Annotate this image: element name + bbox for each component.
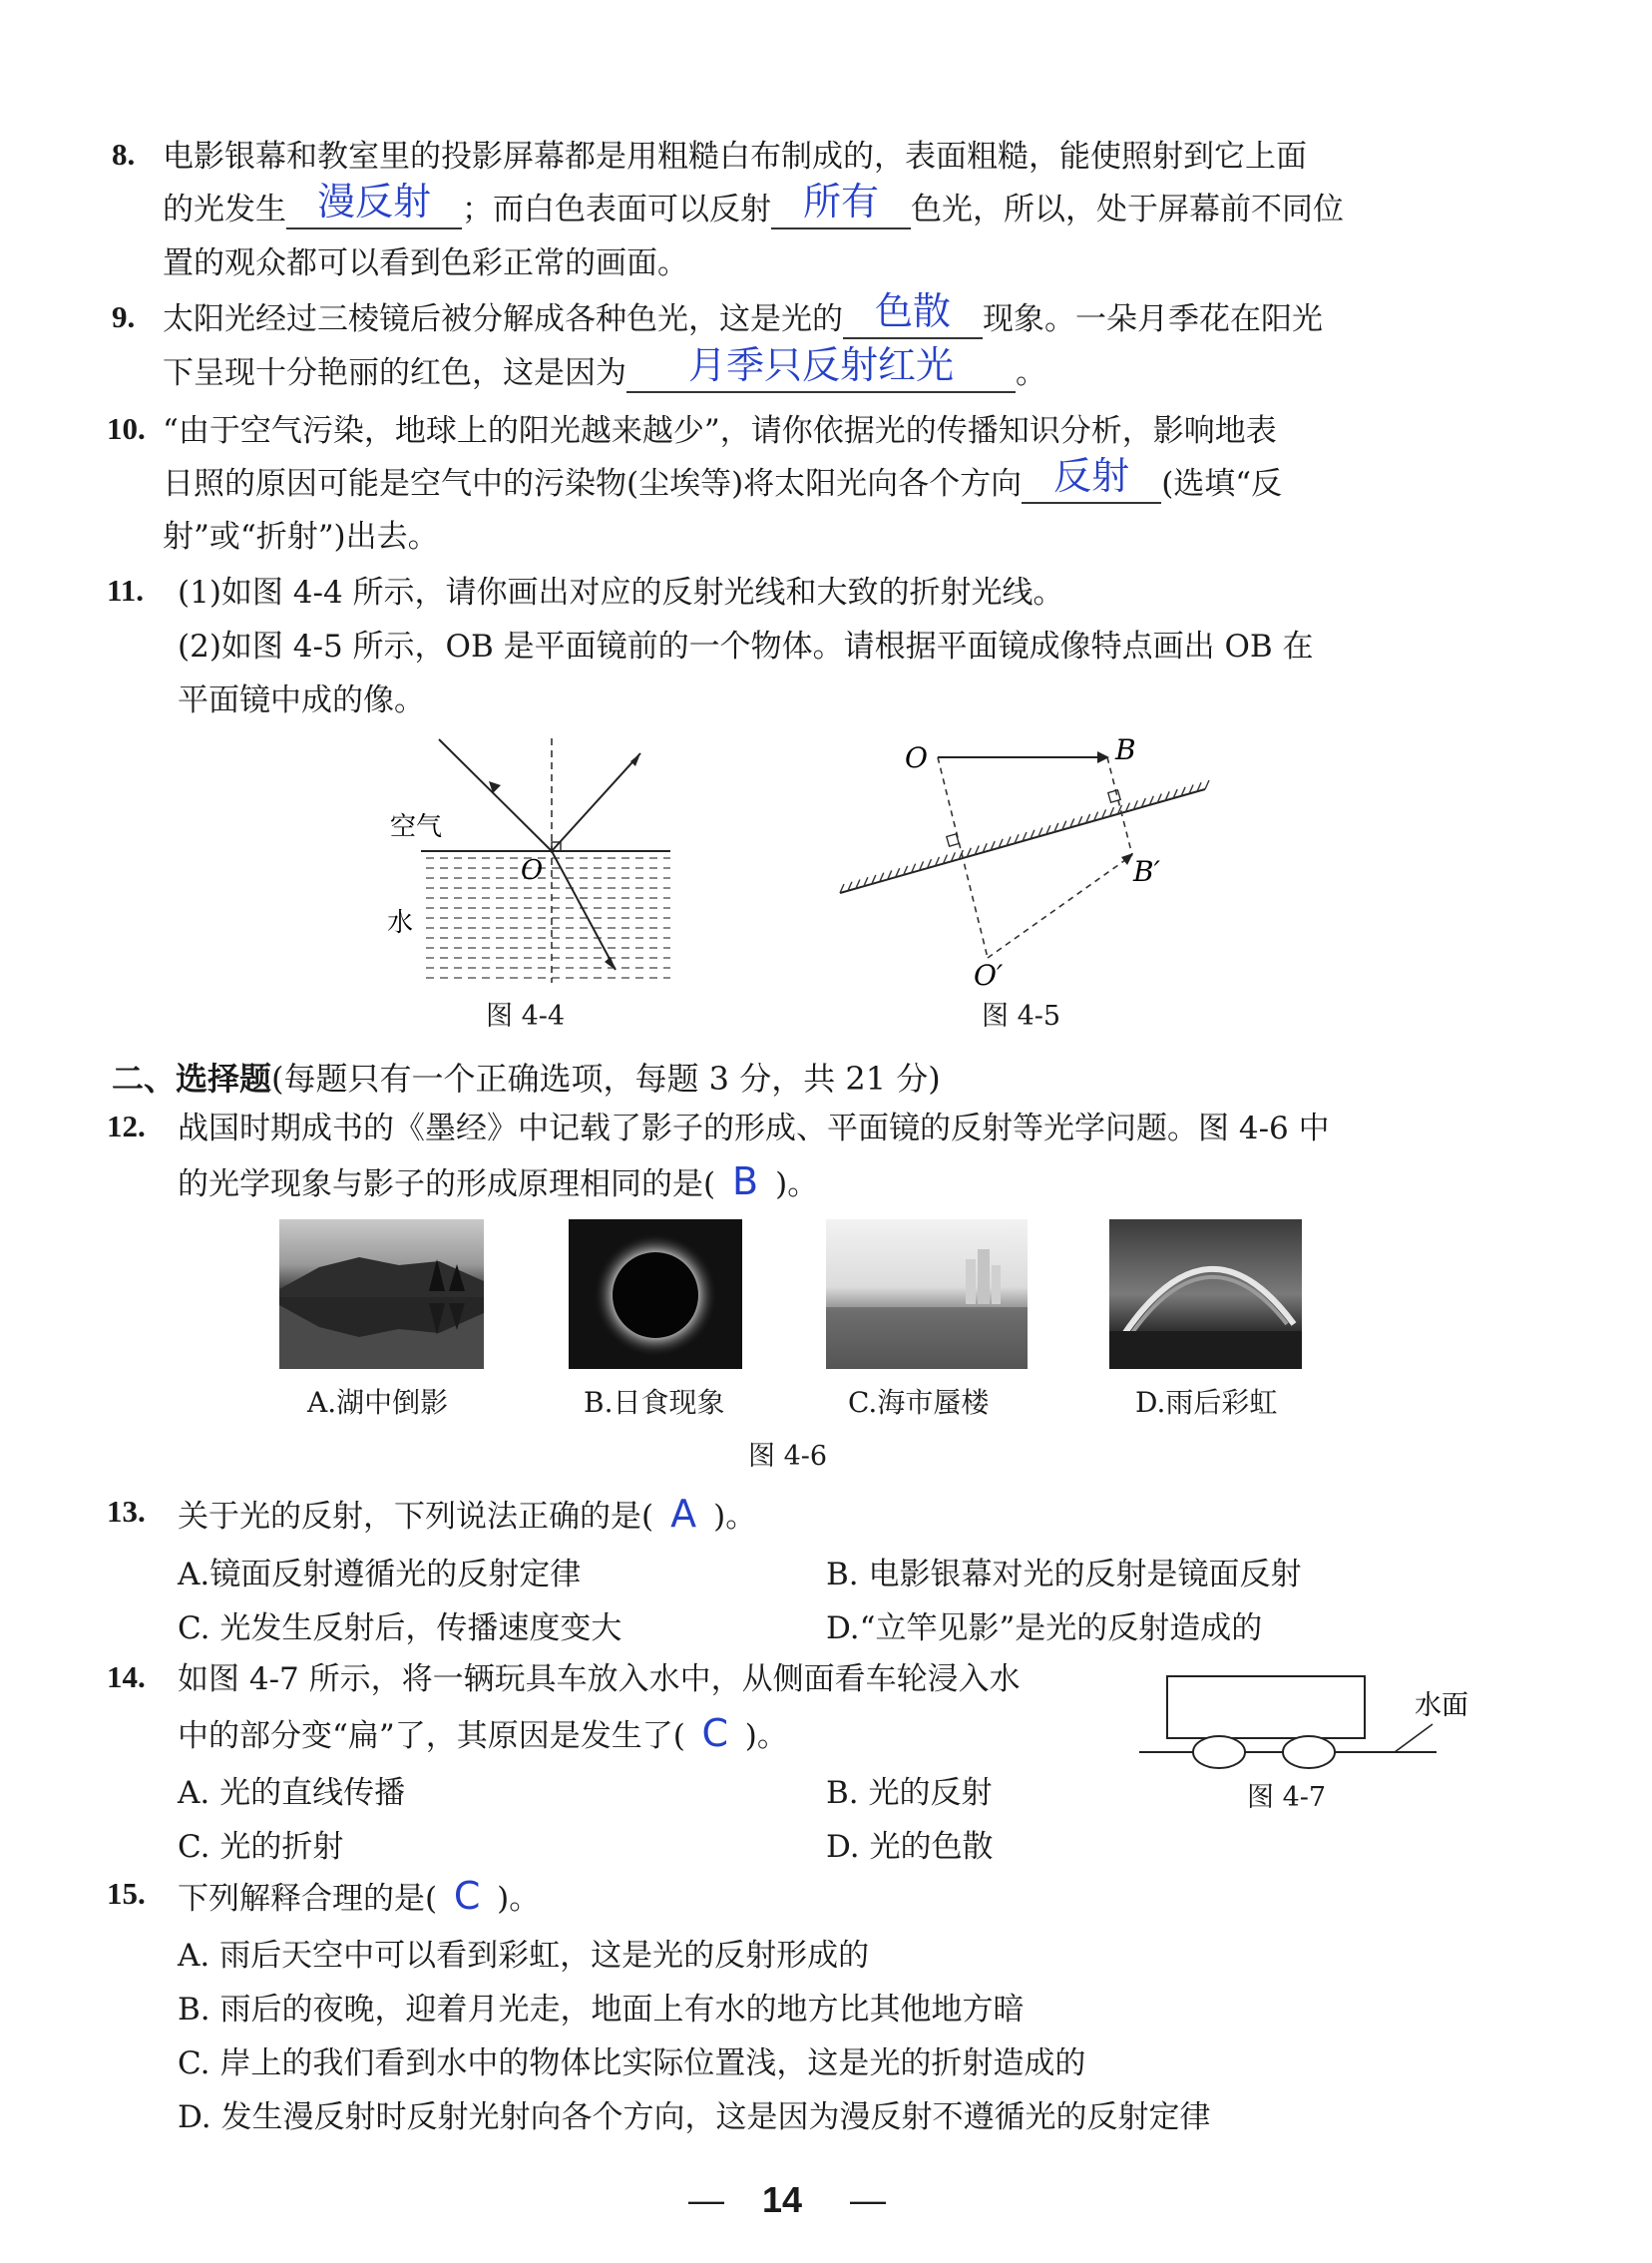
page-number: 14 [762, 2179, 803, 2220]
image-o2b2 [988, 855, 1132, 958]
q12-option-a[interactable]: A.湖中倒影 [307, 1386, 449, 1419]
section-title: 二、选择题(每题只有一个正确选项，每题 3 分，共 21 分) [112, 1060, 941, 1098]
mirage-photo [826, 1219, 1028, 1369]
q12-option-c[interactable]: C.海市蜃楼 [848, 1386, 990, 1419]
toy-car-body [1167, 1676, 1365, 1738]
q8-line1: 电影银幕和教室里的投影屏幕都是用粗糙白布制成的，表面粗糙，能使照射到它上面 [163, 139, 1307, 175]
q9-line2: 下呈现十分艳丽的红色，这是因为 月季只反射红光 。 [163, 343, 1046, 391]
q14-line2: 中的部分变“扁”了，其原因是发生了( C )。 [178, 1711, 788, 1755]
q11-line3: 平面镜中成的像。 [178, 682, 425, 718]
q13-answer: A [670, 1492, 697, 1536]
solar-eclipse-photo [569, 1219, 742, 1369]
q13-option-c[interactable]: C. 光发生反射后，传播速度变大 [178, 1610, 622, 1646]
q13-option-d[interactable]: D.“立竿见影”是光的反射造成的 [826, 1610, 1263, 1646]
right-angle-mark-1 [947, 834, 959, 846]
rear-wheel [1283, 1736, 1335, 1768]
q10-number: 10. [107, 411, 146, 446]
q12-number: 12. [107, 1109, 146, 1143]
figure-4-4-caption: 图 4-4 [486, 1001, 566, 1032]
figure-4-5 [828, 733, 1217, 993]
q9-answer1: 色散 [874, 289, 951, 333]
section-note: (每题只有一个正确选项，每题 3 分，共 21 分) [271, 1060, 941, 1098]
q9-line1: 太阳光经过三棱镜后被分解成各种色光，这是光的 色散 现象。一朵月季花在阳光 [163, 289, 1323, 337]
q10-line1: “由于空气污染，地球上的阳光越来越少”，请你依据光的传播知识分析，影响地表 [163, 413, 1277, 449]
water-label: 水 [387, 908, 414, 938]
q9-blank2 [626, 343, 1016, 393]
point-o-label: O [521, 855, 544, 886]
q14-option-b[interactable]: B. 光的反射 [826, 1775, 993, 1811]
page-dash-left: — [688, 2179, 724, 2220]
q15-option-d[interactable]: D. 发生漫反射时反射光射向各个方向，这是因为漫反射不遵循光的反射定律 [178, 2099, 1211, 2135]
q13-option-b[interactable]: B. 电影银幕对光的反射是镜面反射 [826, 1557, 1302, 1592]
q9-number: 9. [112, 299, 136, 334]
q15-option-b[interactable]: B. 雨后的夜晚，迎着月光走，地面上有水的地方比其他地方暗 [178, 1992, 1025, 2028]
air-label: 空气 [390, 812, 443, 842]
q14-answer: C [701, 1711, 729, 1755]
q8-answer1: 漫反射 [316, 180, 431, 224]
q11-line2: (2)如图 4-5 所示，OB 是平面镜前的一个物体。请根据平面镜成像特点画出 OB 在 [178, 629, 1314, 665]
image-arrowhead [1121, 853, 1133, 865]
q15-option-a[interactable]: A. 雨后天空中可以看到彩虹，这是光的反射形成的 [178, 1938, 870, 1974]
water-label-pointer [1395, 1724, 1433, 1752]
q14-line1: 如图 4-7 所示，将一辆玩具车放入水中，从侧面看车轮浸入水 [178, 1661, 1021, 1697]
q8-line3: 置的观众都可以看到色彩正常的画面。 [163, 245, 688, 281]
q13-number: 13. [107, 1494, 146, 1529]
q14-option-d[interactable]: D. 光的色散 [826, 1829, 994, 1865]
figure-4-6-caption: 图 4-6 [748, 1441, 828, 1472]
q8-number: 8. [112, 137, 136, 172]
page-dash-right: — [850, 2179, 886, 2220]
point-b2-label: B′ [1133, 855, 1160, 888]
q13-stem: 关于光的反射，下列说法正确的是( A )。 [178, 1492, 757, 1536]
q11-number: 11. [107, 573, 145, 608]
right-angle-mark-2 [1108, 790, 1120, 802]
figure-4-7 [1137, 1668, 1486, 1778]
q12-option-b[interactable]: B.日食现象 [584, 1386, 725, 1419]
q14-number: 14. [107, 1659, 146, 1694]
q11-line1: (1)如图 4-4 所示，请你画出对应的反射光线和大致的折射光线。 [178, 575, 1064, 611]
point-o-label: O [905, 741, 928, 774]
q14-option-c[interactable]: C. 光的折射 [178, 1829, 344, 1865]
incident-ray [439, 739, 552, 851]
mirror-hatch-mark [1205, 780, 1209, 789]
lake-reflection-photo [279, 1219, 484, 1369]
q9-blank1 [843, 289, 983, 339]
q12-line2: 的光学现象与影子的形成原理相同的是( B )。 [178, 1159, 819, 1203]
q13-option-a[interactable]: A.镜面反射遵循光的反射定律 [178, 1557, 582, 1592]
q12-answer: B [732, 1159, 759, 1203]
q10-line2: 日照的原因可能是空气中的污染物(尘埃等)将太阳光向各个方向 反射 (选填“反 [163, 454, 1283, 502]
q8-blank2 [771, 180, 911, 229]
point-b-label: B [1115, 733, 1136, 766]
q8-answer2: 所有 [802, 180, 879, 224]
point-o2-label: O′ [974, 959, 1004, 992]
q8-line2: 的光发生 漫反射 ；而白色表面可以反射 所有 色光，所以，处于屏幕前不同位 [163, 180, 1344, 227]
q12-line1: 战国时期成书的《墨经》中记载了影子的形成、平面镜的反射等光学问题。图 4-6 中 [178, 1111, 1330, 1146]
q15-stem: 下列解释合理的是( C )。 [178, 1874, 541, 1918]
q10-line3: 射”或“折射”)出去。 [163, 519, 439, 555]
figure-4-7-caption: 图 4-7 [1247, 1782, 1327, 1813]
q10-answer1: 反射 [1053, 454, 1130, 498]
q15-answer: C [453, 1874, 481, 1918]
figure-4-5-caption: 图 4-5 [982, 1001, 1061, 1032]
reflected-ray [552, 753, 640, 851]
water-surface-label: 水面 [1415, 1690, 1468, 1721]
q9-answer2: 月季只反射红光 [687, 343, 954, 387]
q12-option-d[interactable]: D.雨后彩虹 [1135, 1386, 1278, 1419]
q15-number: 15. [107, 1876, 146, 1911]
water-hatch [421, 851, 670, 983]
figure-4-4 [369, 733, 698, 993]
rainbow-photo [1109, 1219, 1302, 1369]
reflected-arrow [630, 753, 640, 766]
q15-option-c[interactable]: C. 岸上的我们看到水中的物体比实际位置浅，这是光的折射造成的 [178, 2045, 1086, 2081]
q10-blank1 [1022, 454, 1161, 504]
q8-blank1 [286, 180, 462, 229]
front-wheel [1193, 1736, 1245, 1768]
q14-option-a[interactable]: A. 光的直线传播 [178, 1775, 406, 1811]
